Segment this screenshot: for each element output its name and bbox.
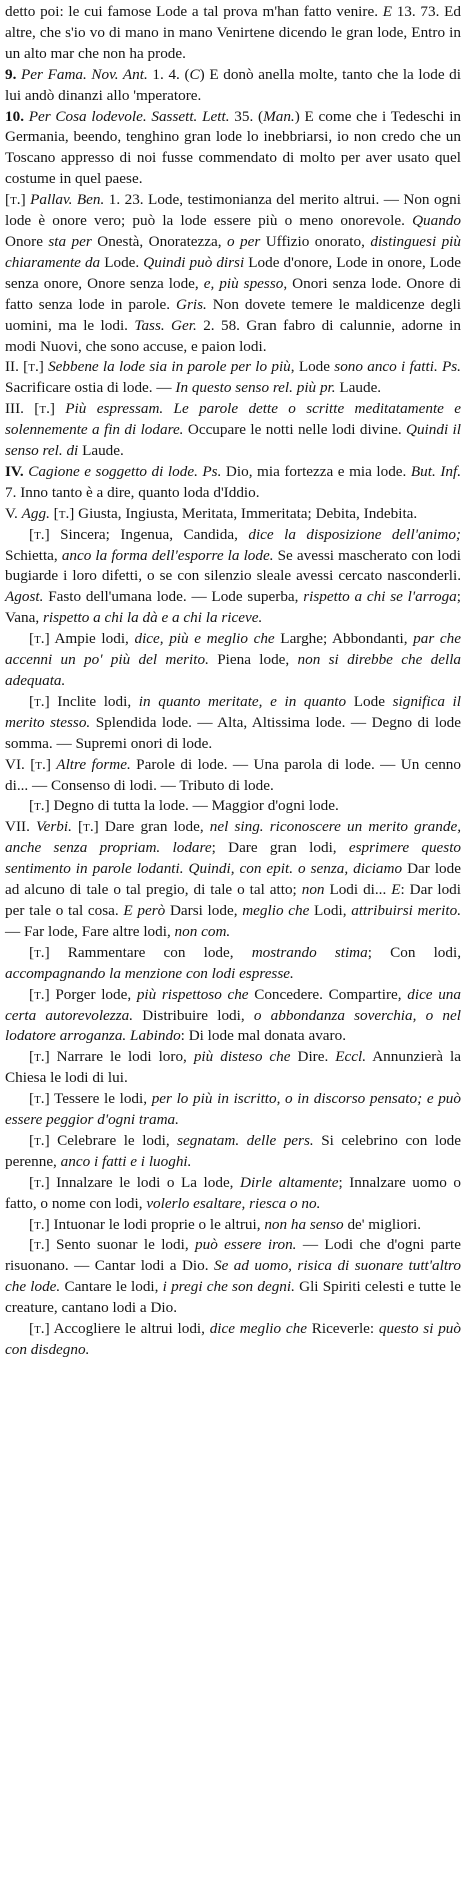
paragraph: 10. Per Cosa lodevole. Sassett. Lett. 35. (Man.) E come che i Tedeschi in Germania, beendo, tenghino gran lode lo inebbriarsi, io non credo che un Toscano appresso di noi fusse commendato di molto per aver usato quel costume in quel paese. (5, 107, 462, 188)
paragraph: III. [t.] Più espressam. Le parole dette o scritte meditatamente e solennemente a fin di lodare. Occupare le notti nelle lodi divine. Quindi il senso rel. di Laude. (5, 400, 461, 460)
paragraph: II. [t.] Sebbene la lode sia in parole per lo più, Lode sono anco i fatti. Ps. Sacrificare ostia di lode. — In questo senso rel. più pr. Laude. (5, 358, 461, 397)
indented-paragraph: [t.] Inclite lodi, in quanto meritate, e in quanto Lode significa il merito stesso. Splendida lode. — Alta, Altissima lode. — Degno di lode somma. — Supremi onori di lode. (5, 692, 461, 752)
paragraph: [t.] Pallav. Ben. 1. 23. Lode, testimonianza del merito altrui. — Non ogni lode è onore vero; può la lode essere più o meno onorevole. Quando Onore sta per Onestà, Onoratezza, o per Uffizio onorato, distinguesi più chiaramente da Lode. Quindi può dirsi Lode d'onore, Lode in onore, Lode senza onore, Onore senza lode, e, più spesso, Onori senza lode. Onore di fatto senza lode in parole. Gris. Non dovete temere le maldicenze degli uomini, ma le lodi. Tass. Ger. 2. 58. Gran fabro di calunnie, adorne in modi Nuovi, che sono accuse, e paion lodi. (5, 191, 462, 355)
entry-block-6 (5, 943, 461, 1361)
indented-paragraph: [t.] Porger lode, più rispettoso che Concedere. Compartire, dice una certa autorevolezza. Distribuire lodi, o abbondanza soverchia, o nel lodatore arroganza. Labindo: Di lode mal donata avaro. (5, 985, 461, 1045)
indented-paragraph: [t.] Sincera; Ingenua, Candida, dice la disposizione dell'animo; Schietta, anco la forma dell'esporre la lode. Se avessi mascherato con lodi bugiarde i loro difetti, o se con silenzio sleale avessi cercato nasconderli. Agost. Fasto dell'umana lode. — Lode superba, rispetto a chi se l'arroga; Vana, rispetto a chi la dà e a chi la riceve. (5, 525, 461, 627)
paragraph: 9. Per Fama. Nov. Ant. 1. 4. (C) E donò anella molte, tanto che la lode di lui andò dinanzi allo 'mperatore. (5, 65, 461, 104)
indented-paragraph: [t.] Intuonar le lodi proprie o le altrui, non ha senso de' migliori. (29, 1215, 422, 1233)
indented-paragraph: [t.] Innalzare le lodi o La lode, Dirle altamente; Innalzare uomo o fatto, o nome con lodi, volerlo esaltare, riesca o no. (5, 1173, 461, 1212)
entry-block-1 (5, 2, 461, 525)
paragraph: VII. Verbi. [t.] Dare gran lode, nel sing. riconoscere un merito grande, anche senza propriam. lodare; Dare gran lodi, esprimere questo sentimento in parole lodanti. Quindi, con epit. o senza, diciamo Dar lode ad alcuno di tale o tal pregio, di tale o tal atto; non Lodi di... E: Dar lodi per tale o tal cosa. E però Darsi lode, meglio che Lodi, attribuirsi merito. — Far lode, Fare altre lodi, non com. (5, 818, 462, 940)
entry-block-2 (5, 525, 461, 755)
indented-paragraph: [t.] Tessere le lodi, per lo più in iscritto, o in discorso pensato; e può essere peggior d'ogni trama. (5, 1090, 461, 1129)
indented-paragraph: [t.] Sento suonar le lodi, può essere iron. — Lodi che d'ogni parte risuonano. — Cantar lodi a Dio. Se ad uomo, risica di suonare tutt'altro che lode. Cantare le lodi, i pregi che son degni. Gli Spiriti celesti e tutte le creature, cantano lodi a Dio. (5, 1236, 462, 1317)
indented-paragraph: [t.] Narrare le lodi loro, più disteso che Dire. Eccl. Annunzierà la Chiesa le lodi di lui. (5, 1048, 461, 1087)
paragraph: V. Agg. [t.] Giusta, Ingiusta, Meritata, Immeritata; Debita, Indebita. (5, 504, 418, 522)
entry-block-3 (5, 755, 461, 797)
paragraph: detto poi: le cui famose Lode a tal prova m'han fatto venire. E 13. 73. Ed altre, che s'io vo di mano in mano Venirtene dicendo le gran lode, Entro in un alto mar che non ha prode. (5, 3, 461, 62)
indented-paragraph: [t.] Degno di tutta la lode. — Maggior d'ogni lode. (29, 797, 339, 815)
entry-block-4 (5, 796, 461, 817)
indented-paragraph: [t.] Celebrare le lodi, segnatam. delle pers. Si celebrino con lode perenne, anco i fatti e i luoghi. (5, 1131, 461, 1170)
paragraph: IV. Cagione e soggetto di lode. Ps. Dio, mia fortezza e mia lode. But. Inf. 7. Inno tanto è a dire, quanto loda d'Iddio. (5, 462, 461, 501)
paragraph: VI. [t.] Altre forme. Parole di lode. — Una parola di lode. — Un cenno di... — Consenso di lodi. — Tributo di lode. (5, 755, 461, 794)
indented-paragraph: [t.] Accogliere le altrui lodi, dice meglio che Riceverle: questo si può con disdegno. (5, 1320, 461, 1358)
indented-paragraph: [t.] Rammentare con lode, mostrando stima; Con lodi, accompagnando la menzione con lodi espresse. (5, 943, 462, 982)
entry-block-5 (5, 817, 461, 942)
indented-paragraph: [t.] Ampie lodi, dice, più e meglio che Larghe; Abbondanti, par che accenni un po' più del merito. Piena lode, non si direbbe che della adequata. (5, 630, 462, 689)
